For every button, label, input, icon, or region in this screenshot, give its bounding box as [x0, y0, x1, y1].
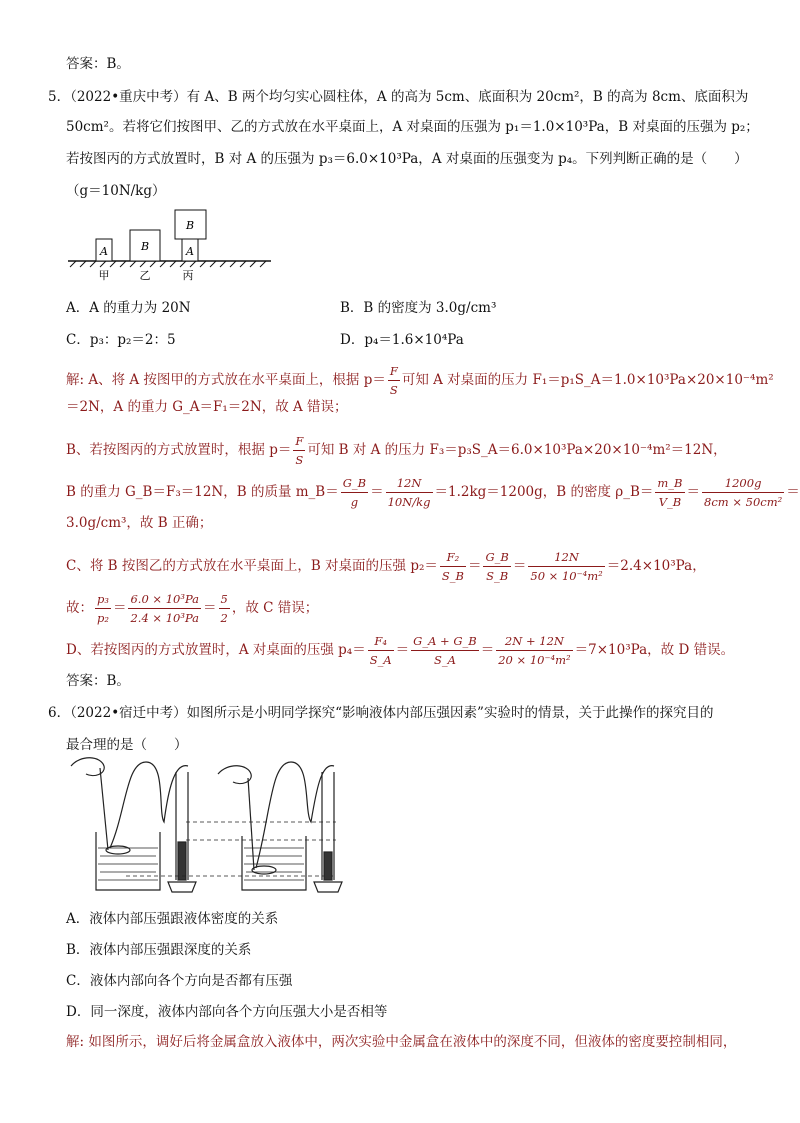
q5-option-d: D．p₄＝1.6×10⁴Pa	[340, 332, 464, 348]
q5-cylinder-figure	[66, 206, 276, 282]
fig-label-b2: B	[185, 219, 195, 232]
q5-solution-line5: 3.0g/cm³，故 B 正确；	[66, 515, 213, 531]
q5-answer-text: 答案：B。	[66, 673, 130, 689]
q5-stem-line4: （g＝10N/kg）	[66, 183, 166, 199]
q5-solution-line7: 故： $\frac{\text{p₃}}{\text{p₂}}$ ＝ $\frac{\text{6.0 × 10³Pa}}{\text{2.4 × 10³Pa}}$ ＝ $\frac{5}{2}$ ，故 C 错误；	[66, 592, 319, 625]
q5-solution-line6: C、将 B 按图乙的方式放在水平桌面上，B 对桌面的压强 p₂＝ $\frac{\text{F₂}}{S\_B}$ ＝ $\frac{G\_B}{S\_B}$ ＝ $\frac{12N}{\text{50 × 10⁻⁴m²}}$ ＝2.4×10³Pa，	[66, 550, 706, 583]
q6-solution-line1: 解: 如图所示，调好后将金属盒放入液体中，两次实验中金属盒在液体中的深度不同，但液体的密度要控制相同，	[66, 1034, 737, 1050]
q5-option-a: A．A 的重力为 20N	[66, 300, 191, 316]
q5-stem-line2: 50cm²。若将它们按图甲、乙的方式放在水平桌面上，A 对桌面的压强为 p₁＝1.0×10³Pa，B 对桌面的压强为 p₂；	[66, 119, 759, 135]
q5-solution-line8: D、若按图丙的方式放置时，A 对桌面的压强 p₄＝ $\frac{\text{F₄}}{S\_A}$ ＝ $\frac{G\_A + G\_B}{S\_A}$ ＝ $\frac{2N + 12N}{\text{20 × 10⁻⁴m²}}$ ＝7×10³Pa，故 D 错误。	[66, 634, 735, 667]
q6-option-c: C．液体内部向各个方向是否都有压强	[66, 973, 293, 989]
fig-label-yi: 乙	[139, 269, 151, 282]
q6-stem-line1: 6．（2022•宿迁中考）如图所示是小明同学探究“影响液体内部压强因素”实验时的情景，关于此操作的探究目的	[48, 705, 714, 721]
q6-experiment-figure	[66, 752, 356, 897]
q5-stem-line3: 若按图丙的方式放置时，B 对 A 的压强为 p₃＝6.0×10³Pa，A 对桌面的压强变为 p₄。下列判断正确的是（ ）	[66, 151, 748, 167]
q6-option-a: A．液体内部压强跟液体密度的关系	[66, 911, 279, 927]
q5-stem-line1: 5．（2022•重庆中考）有 A、B 两个均匀实心圆柱体，A 的高为 5cm、底面积为 20cm²，B 的高为 8cm、底面积为	[48, 89, 749, 105]
q5-option-c: C．p₃：p₂＝2：5	[66, 332, 176, 348]
fig-label-b1: B	[140, 240, 150, 253]
q5-option-b: B．B 的密度为 3.0g/cm³	[340, 300, 497, 316]
q6-option-b: B．液体内部压强跟深度的关系	[66, 942, 252, 958]
answer-text: 答案：B。	[66, 56, 130, 72]
q6-option-d: D．同一深度，液体内部向各个方向压强大小是否相等	[66, 1004, 388, 1020]
fig-label-a2: A	[186, 245, 194, 258]
fig-label-bing: 丙	[182, 269, 194, 282]
q5-solution-line2: ＝2N，A 的重力 G_A＝F₁＝2N，故 A 错误；	[66, 399, 348, 415]
fig-label-jia: 甲	[98, 269, 110, 282]
q6-stem-line2: 最合理的是（ ）	[66, 737, 188, 753]
q5-solution-line1: 解: A、将 A 按图甲的方式放在水平桌面上，根据 p＝ $\frac{F}{S}$ 可知 A 对桌面的压力 F₁＝p₁S_A＝1.0×10³Pa×20×10⁻⁴m²	[66, 364, 774, 397]
q5-solution-line4: B 的重力 G_B＝F₃＝12N，B 的质量 m_B＝ $\frac{G\_B}{g}$ ＝ $\frac{12N}{10N/kg}$ ＝1.2kg＝1200g，B 的密度 ρ_B＝ $\frac{m\_B}{V\_B}$ ＝ $\frac{1200g}{\text{8cm × 50cm²}}$ ＝	[66, 476, 800, 509]
q5-solution-line3: B、若按图丙的方式放置时，根据 p＝ $\frac{F}{S}$ 可知 B 对 A 的压力 F₃＝p₃S_A＝6.0×10³Pa×20×10⁻⁴m²＝12N，	[66, 434, 727, 467]
fig-label-a1: A	[100, 245, 108, 258]
